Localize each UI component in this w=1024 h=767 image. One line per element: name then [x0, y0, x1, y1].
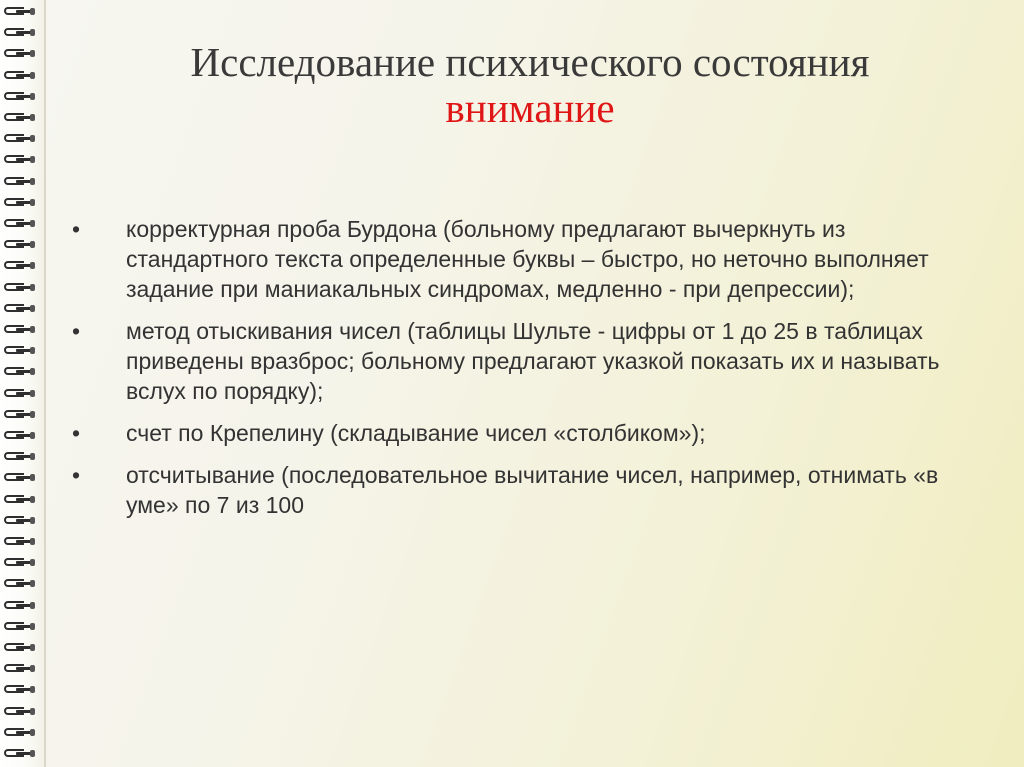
- spiral-ring-icon: [4, 239, 34, 250]
- spiral-ring-icon: [4, 6, 34, 17]
- bullet-item-4: [70, 460, 950, 520]
- spiral-ring-icon: [4, 663, 34, 674]
- spiral-ring-icon: [4, 197, 34, 208]
- title-line-1: Исследование психического состояния: [190, 39, 870, 85]
- spiral-ring-icon: [4, 727, 34, 738]
- spiral-ring-icon: [4, 133, 34, 144]
- spiral-ring-icon: [4, 409, 34, 420]
- bullet-text-4: отсчитывание (последовательное вычитание чисел, например, отнимать «в уме» по 7 из 100: [126, 462, 939, 518]
- spiral-ring-icon: [4, 578, 34, 589]
- spiral-ring-icon: [4, 748, 34, 759]
- bullet-text-1: корректурная проба Бурдона (больному предлагают вычеркнуть из стандартного текста определенные буквы – быстро, но неточно выполняет задание при маниакальных синдромах, медленно - при депрессии);: [126, 216, 929, 302]
- spiral-ring-icon: [4, 642, 34, 653]
- slide-title: [60, 40, 1000, 132]
- bullet-text-2: метод отыскивания чисел (таблицы Шульте - цифры от 1 до 25 в таблицах приведены вразброс; больному предлагают указкой показать их и называть вслух по порядку);: [126, 318, 940, 404]
- spiral-ring-icon: [4, 176, 34, 187]
- spiral-ring-icon: [4, 430, 34, 441]
- spiral-ring-icon: [4, 621, 34, 632]
- bullet-marker: •: [72, 420, 81, 446]
- spiral-ring-icon: [4, 472, 34, 483]
- spiral-binding: [0, 0, 46, 767]
- spiral-ring-icon: [4, 324, 34, 335]
- bullet-item-3: [70, 418, 950, 448]
- bullet-item-2: [70, 316, 950, 406]
- bullet-text-3: счет по Крепелину (складывание чисел «столбиком»);: [126, 420, 706, 446]
- spiral-ring-icon: [4, 706, 34, 717]
- spiral-ring-icon: [4, 282, 34, 293]
- spiral-ring-icon: [4, 112, 34, 123]
- bullet-list: [70, 214, 950, 532]
- bullet-marker: •: [72, 318, 81, 344]
- spiral-ring-icon: [4, 154, 34, 165]
- bullet-item-1: [70, 214, 950, 304]
- spiral-ring-icon: [4, 600, 34, 611]
- bullet-marker: •: [72, 216, 81, 242]
- spiral-ring-icon: [4, 27, 34, 38]
- spiral-ring-icon: [4, 557, 34, 568]
- spiral-ring-icon: [4, 91, 34, 102]
- title-line-2: внимание: [445, 84, 615, 131]
- spiral-ring-icon: [4, 684, 34, 695]
- spiral-ring-icon: [4, 303, 34, 314]
- spiral-ring-icon: [4, 388, 34, 399]
- spiral-ring-icon: [4, 366, 34, 377]
- bullet-marker: •: [72, 462, 81, 488]
- spiral-ring-icon: [4, 451, 34, 462]
- spiral-ring-icon: [4, 515, 34, 526]
- spiral-ring-icon: [4, 345, 34, 356]
- spiral-ring-icon: [4, 48, 34, 59]
- margin-line: [44, 0, 46, 767]
- spiral-ring-icon: [4, 536, 34, 547]
- spiral-ring-icon: [4, 70, 34, 81]
- spiral-ring-icon: [4, 494, 34, 505]
- spiral-ring-icon: [4, 260, 34, 271]
- spiral-ring-icon: [4, 218, 34, 229]
